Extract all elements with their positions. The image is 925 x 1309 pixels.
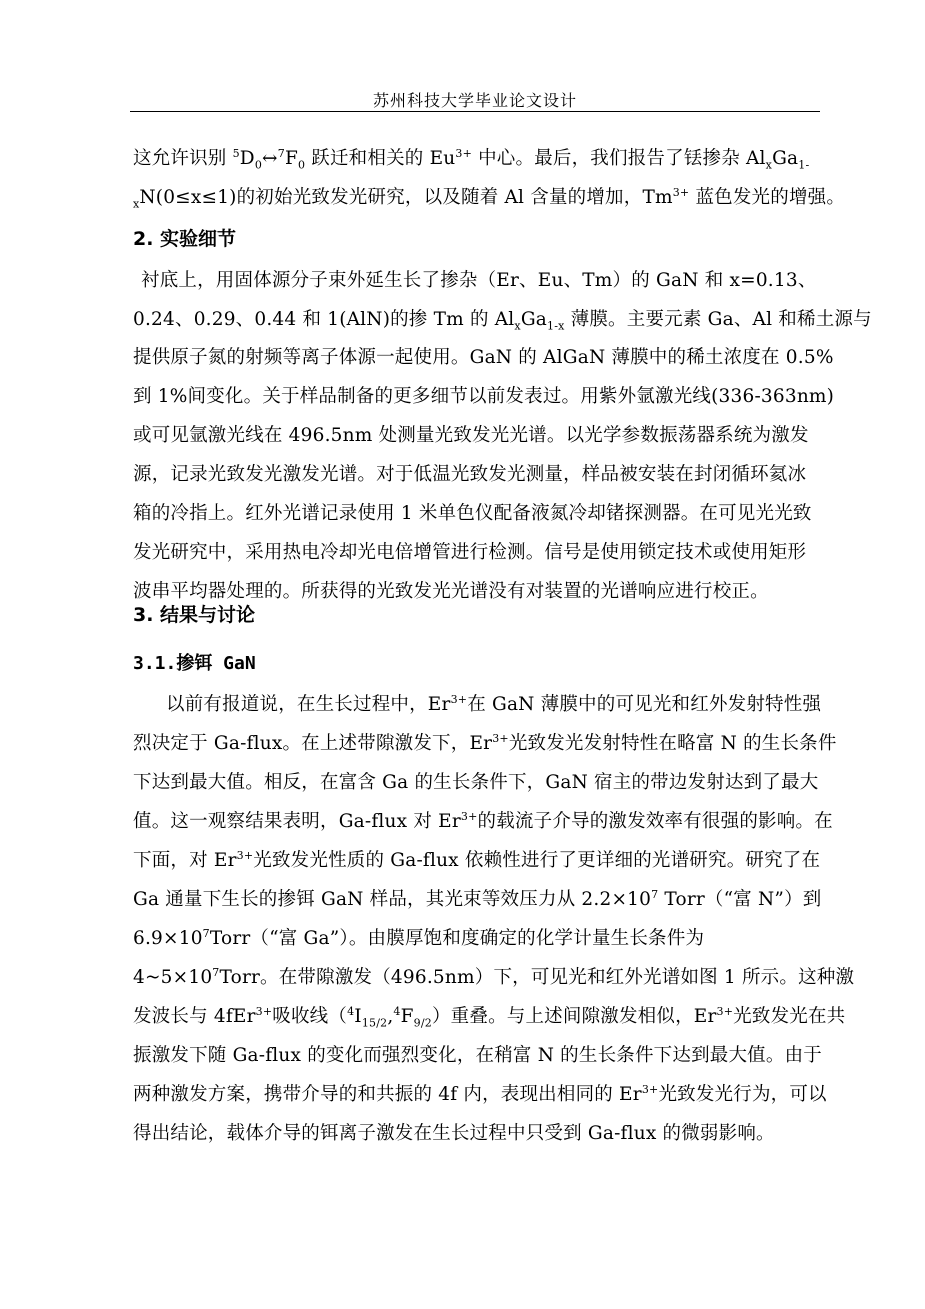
intro-line-2: $_x$N(0≤x≤1)的初始光致发光研究，以及随着 Al 含量的增加，$Tm^{3+}$ 蓝色发光的增强。	[133, 185, 846, 211]
section-3-line-3: 下达到最大值。相反，在富含 Ga 的生长条件下，GaN 宿主的带边发射达到了最大	[133, 772, 819, 793]
section-2-line-8: 发光研究中，采用热电冷却光电倍增管进行检测。信号是使用锁定技术或使用矩形	[133, 542, 807, 563]
section-3-line-8: $4\sim 5\times 10^7Torr$。在带隙激发（496.5nm）下，可见光和红外光谱如图 1 所示。这种激	[133, 965, 855, 988]
section-2-line-6: 源，记录光致发光激发光谱。对于低温光致发光测量，样品被安装在封闭循环氦冰	[133, 464, 807, 485]
section-2-line-4: 到 1%间变化。关于样品制备的更多细节以前发表过。用紫外氩激光线(336-363nm)	[133, 386, 835, 407]
section-3-heading: 3. 结果与讨论	[133, 604, 256, 626]
section-3-line-2: 烈决定于 Ga-flux。在上述带隙激发下，$Er^{3+}$光致发光发射特性在略富 N 的生长条件	[133, 731, 837, 754]
section-3-line-10: 振激发下随 Ga-flux 的变化而强烈变化，在稍富 N 的生长条件下达到最大值。由于	[133, 1045, 822, 1066]
page-header-title: 苏州科技大学毕业论文设计	[372, 91, 577, 110]
section-3-line-9: 发波长与 4fEr$^{3+}$吸收线$(^4I_{15/2},^4F_{9/2})$重叠。与上述间隙激发相似，$Er^{3+}$光致发光在共	[133, 1004, 846, 1030]
section-2-heading: 2. 实验细节	[133, 228, 237, 250]
section-2-line-1: 衬底上，用固体源分子束外延生长了掺杂（Er、Eu、Tm）的 GaN 和 x=0.13、	[141, 270, 817, 291]
section-3-1-heading: 3.1.掺铒 GaN	[133, 653, 256, 674]
section-2-line-7: 箱的冷指上。红外光谱记录使用 1 米单色仪配备液氮冷却锗探测器。在可见光光致	[133, 503, 812, 524]
section-3-line-6: Ga 通量下生长的掺铒 GaN 样品，其光束等效压力从 $2.2\times 10^7$ Torr（“富 N”）到	[133, 887, 822, 910]
section-2-line-2: 0.24、0.29、0.44 和 1(AlN)的掺 Tm 的 $Al_xGa_{1-x}$ 薄膜。主要元素 Ga、Al 和稀土源与	[133, 309, 872, 333]
section-2-line-5: 或可见氩激光线在 496.5nm 处测量光致发光光谱。以光学参数振荡器系统为激发	[133, 425, 809, 446]
section-3-line-5: 下面，对 $Er^{3+}$光致发光性质的 Ga-flux 依赖性进行了更详细的光谱研究。研究了在	[133, 848, 821, 871]
section-2-line-3: 提供原子氮的射频等离子体源一起使用。GaN 的 AlGaN 薄膜中的稀土浓度在 0.5%	[133, 347, 834, 368]
section-3-line-7: $6.9\times 10^7Torr(“$富 Ga”）。由膜厚饱和度确定的化学计量生长条件为	[133, 926, 705, 949]
section-3-line-11: 两种激发方案，携带介导的和共振的 4f 内，表现出相同的 $Er^{3+}$光致发光行为，可以	[133, 1082, 827, 1105]
section-3-line-1: 以前有报道说，在生长过程中，$Er^{3+}$在 GaN 薄膜中的可见光和红外发射特性强	[166, 692, 822, 715]
header-divider	[130, 111, 820, 112]
intro-line-1: 这允许识别 $^5D_0\leftrightarrow^7F_0$ 跃迁和相关的 $Eu^{3+}$ 中心。最后，我们报告了铥掺杂 $Al_xGa_{1-}$	[133, 146, 810, 172]
section-3-line-12: 得出结论，载体介导的铒离子激发在生长过程中只受到 Ga-flux 的微弱影响。	[133, 1123, 775, 1144]
section-3-line-4: 值。这一观察结果表明，Ga-flux 对 $Er^{3+}$的载流子介导的激发效率有很强的影响。在	[133, 809, 833, 832]
section-2-line-9: 波串平均器处理的。所获得的光致发光光谱没有对装置的光谱响应进行校正。	[133, 581, 769, 602]
